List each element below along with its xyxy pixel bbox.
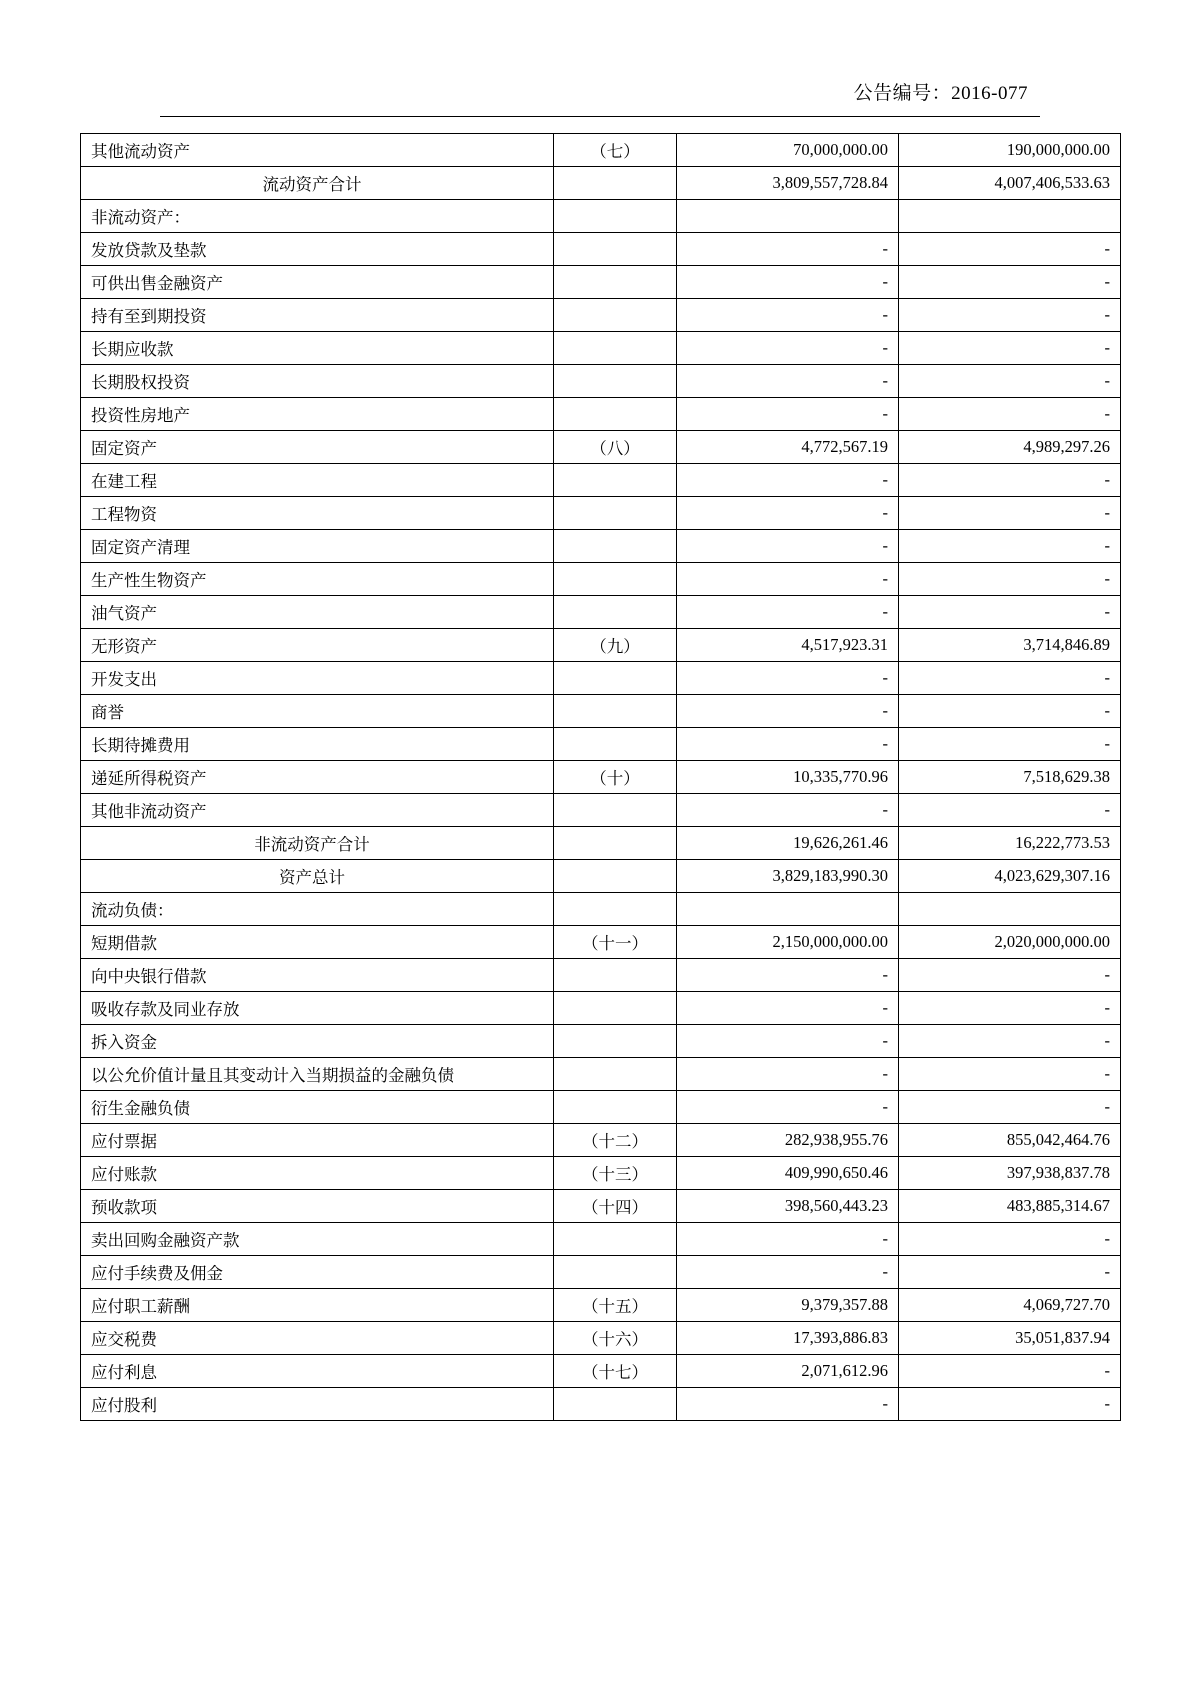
table-row [81,629,1121,662]
row-value-current: 10,335,770.96 [677,761,899,794]
row-value-current: - [677,695,899,728]
row-item-label: 流动资产合计 [81,167,554,200]
row-value-current: - [677,530,899,563]
row-value-previous: - [899,662,1121,695]
row-value-previous: 2,020,000,000.00 [899,926,1121,959]
row-note-ref: （七） [554,134,677,167]
row-item-label: 吸收存款及同业存放 [81,992,554,1025]
row-value-previous: - [899,1025,1121,1058]
row-value-previous: - [899,563,1121,596]
header-rule [160,116,1040,117]
row-item-label: 投资性房地产 [81,398,554,431]
row-value-previous: 4,007,406,533.63 [899,167,1121,200]
row-value-current [677,200,899,233]
row-value-current: 282,938,955.76 [677,1124,899,1157]
row-value-current: 3,829,183,990.30 [677,860,899,893]
row-value-previous: - [899,959,1121,992]
row-note-ref [554,365,677,398]
row-note-ref [554,992,677,1025]
table-row [81,299,1121,332]
row-value-current: 9,379,357.88 [677,1289,899,1322]
row-value-current: - [677,497,899,530]
row-item-label: 无形资产 [81,629,554,662]
row-value-current: - [677,1091,899,1124]
row-value-current: - [677,728,899,761]
row-note-ref [554,794,677,827]
row-value-previous: - [899,728,1121,761]
row-value-previous: 397,938,837.78 [899,1157,1121,1190]
row-value-previous: - [899,398,1121,431]
row-note-ref [554,266,677,299]
announcement-label: 公告编号： [853,82,952,104]
table-row [81,266,1121,299]
row-value-previous: - [899,365,1121,398]
row-value-current: 2,071,612.96 [677,1355,899,1388]
row-note-ref [554,728,677,761]
row-item-label: 商誉 [81,695,554,728]
row-value-previous: 16,222,773.53 [899,827,1121,860]
table-row [81,596,1121,629]
row-note-ref [554,200,677,233]
row-note-ref [554,1388,677,1421]
row-value-current: - [677,332,899,365]
row-value-current: - [677,398,899,431]
row-value-current: 70,000,000.00 [677,134,899,167]
row-item-label: 非流动资产： [81,200,554,233]
row-note-ref [554,1058,677,1091]
row-note-ref: （十二） [554,1124,677,1157]
row-value-current: - [677,794,899,827]
table-row [81,761,1121,794]
row-note-ref [554,233,677,266]
row-item-label: 生产性生物资产 [81,563,554,596]
row-value-previous [899,200,1121,233]
table-row [81,827,1121,860]
table-row [81,563,1121,596]
row-item-label: 短期借款 [81,926,554,959]
row-value-previous: - [899,299,1121,332]
row-value-current: 409,990,650.46 [677,1157,899,1190]
table-row [81,332,1121,365]
table-row [81,365,1121,398]
table-row [81,728,1121,761]
table-row [81,695,1121,728]
row-value-previous: - [899,1223,1121,1256]
row-item-label: 衍生金融负债 [81,1091,554,1124]
table-row [81,1388,1121,1421]
table-row [81,1025,1121,1058]
row-value-current: 19,626,261.46 [677,827,899,860]
table-row [81,431,1121,464]
row-value-previous: - [899,530,1121,563]
row-note-ref [554,959,677,992]
row-value-previous [899,893,1121,926]
row-value-previous: 855,042,464.76 [899,1124,1121,1157]
row-item-label: 以公允价值计量且其变动计入当期损益的金融负债 [81,1058,554,1091]
row-note-ref [554,464,677,497]
table-row [81,992,1121,1025]
row-value-current: - [677,464,899,497]
row-value-current: - [677,959,899,992]
row-value-previous: - [899,695,1121,728]
row-item-label: 流动负债： [81,893,554,926]
row-note-ref: （十） [554,761,677,794]
row-item-label: 开发支出 [81,662,554,695]
row-note-ref: （十三） [554,1157,677,1190]
row-item-label: 应付股利 [81,1388,554,1421]
row-item-label: 应付利息 [81,1355,554,1388]
table-row [81,398,1121,431]
table-row [81,1223,1121,1256]
row-value-current: - [677,266,899,299]
row-item-label: 应付职工薪酬 [81,1289,554,1322]
balance-sheet-body [81,134,1121,1421]
table-row [81,959,1121,992]
row-item-label: 在建工程 [81,464,554,497]
table-row [81,233,1121,266]
table-row [81,1124,1121,1157]
table-row [81,794,1121,827]
row-value-current: - [677,1388,899,1421]
row-note-ref: （九） [554,629,677,662]
row-item-label: 长期股权投资 [81,365,554,398]
row-item-label: 发放贷款及垫款 [81,233,554,266]
row-note-ref [554,398,677,431]
row-item-label: 固定资产清理 [81,530,554,563]
row-value-previous: 3,714,846.89 [899,629,1121,662]
table-row [81,1091,1121,1124]
table-row [81,926,1121,959]
row-note-ref [554,530,677,563]
row-note-ref: （十五） [554,1289,677,1322]
row-note-ref [554,1223,677,1256]
row-item-label: 其他非流动资产 [81,794,554,827]
row-note-ref [554,1091,677,1124]
row-item-label: 工程物资 [81,497,554,530]
row-value-current: - [677,1025,899,1058]
row-note-ref [554,662,677,695]
row-value-previous: - [899,1058,1121,1091]
row-value-previous: - [899,497,1121,530]
announcement-value: 2016-077 [951,83,1028,104]
row-note-ref [554,596,677,629]
row-value-current: 2,150,000,000.00 [677,926,899,959]
row-note-ref [554,299,677,332]
row-value-current [677,893,899,926]
row-value-previous: 35,051,837.94 [899,1322,1121,1355]
row-value-current: - [677,299,899,332]
row-value-current: 4,517,923.31 [677,629,899,662]
row-item-label: 卖出回购金融资产款 [81,1223,554,1256]
row-value-previous: - [899,332,1121,365]
table-row [81,1190,1121,1223]
row-note-ref [554,695,677,728]
table-row [81,1058,1121,1091]
table-row [81,167,1121,200]
row-value-previous: 483,885,314.67 [899,1190,1121,1223]
row-note-ref [554,167,677,200]
table-row [81,1157,1121,1190]
row-item-label: 预收款项 [81,1190,554,1223]
row-note-ref [554,1025,677,1058]
row-note-ref [554,860,677,893]
row-item-label: 油气资产 [81,596,554,629]
row-value-previous: 4,989,297.26 [899,431,1121,464]
row-value-previous: - [899,794,1121,827]
table-row [81,1322,1121,1355]
row-item-label: 持有至到期投资 [81,299,554,332]
row-value-current: - [677,233,899,266]
row-item-label: 长期应收款 [81,332,554,365]
row-value-previous: 4,069,727.70 [899,1289,1121,1322]
row-value-current: - [677,662,899,695]
row-item-label: 应交税费 [81,1322,554,1355]
table-row [81,200,1121,233]
row-value-previous: - [899,464,1121,497]
row-note-ref: （十七） [554,1355,677,1388]
balance-sheet-table [80,133,1121,1421]
row-item-label: 应付票据 [81,1124,554,1157]
row-item-label: 拆入资金 [81,1025,554,1058]
row-note-ref: （十一） [554,926,677,959]
row-note-ref [554,1256,677,1289]
row-note-ref: （十四） [554,1190,677,1223]
row-note-ref [554,893,677,926]
row-item-label: 应付账款 [81,1157,554,1190]
row-value-previous: - [899,1355,1121,1388]
row-value-previous: - [899,596,1121,629]
row-value-current: 17,393,886.83 [677,1322,899,1355]
row-value-previous: - [899,266,1121,299]
table-row [81,893,1121,926]
row-item-label: 固定资产 [81,431,554,464]
row-value-previous: - [899,992,1121,1025]
row-value-previous: 190,000,000.00 [899,134,1121,167]
row-item-label: 非流动资产合计 [81,827,554,860]
row-value-current: - [677,1223,899,1256]
row-item-label: 递延所得税资产 [81,761,554,794]
row-value-current: - [677,365,899,398]
table-row [81,662,1121,695]
table-row [81,134,1121,167]
row-value-current: - [677,563,899,596]
row-note-ref [554,497,677,530]
announcement-number [0,78,1200,105]
row-note-ref [554,563,677,596]
row-item-label: 长期待摊费用 [81,728,554,761]
table-row [81,1256,1121,1289]
table-row [81,860,1121,893]
table-row [81,464,1121,497]
row-value-current: 4,772,567.19 [677,431,899,464]
row-value-current: 398,560,443.23 [677,1190,899,1223]
table-row [81,1289,1121,1322]
row-note-ref [554,827,677,860]
table-row [81,497,1121,530]
row-note-ref: （八） [554,431,677,464]
row-value-current: - [677,992,899,1025]
row-note-ref: （十六） [554,1322,677,1355]
row-value-previous: 7,518,629.38 [899,761,1121,794]
row-item-label: 资产总计 [81,860,554,893]
table-row [81,530,1121,563]
row-item-label: 可供出售金融资产 [81,266,554,299]
row-value-current: 3,809,557,728.84 [677,167,899,200]
row-value-current: - [677,1256,899,1289]
row-value-current: - [677,596,899,629]
row-value-previous: 4,023,629,307.16 [899,860,1121,893]
row-value-previous: - [899,1091,1121,1124]
row-value-previous: - [899,1256,1121,1289]
row-item-label: 应付手续费及佣金 [81,1256,554,1289]
row-item-label: 其他流动资产 [81,134,554,167]
row-item-label: 向中央银行借款 [81,959,554,992]
table-row [81,1355,1121,1388]
row-value-previous: - [899,233,1121,266]
row-value-previous: - [899,1388,1121,1421]
row-note-ref [554,332,677,365]
row-value-current: - [677,1058,899,1091]
